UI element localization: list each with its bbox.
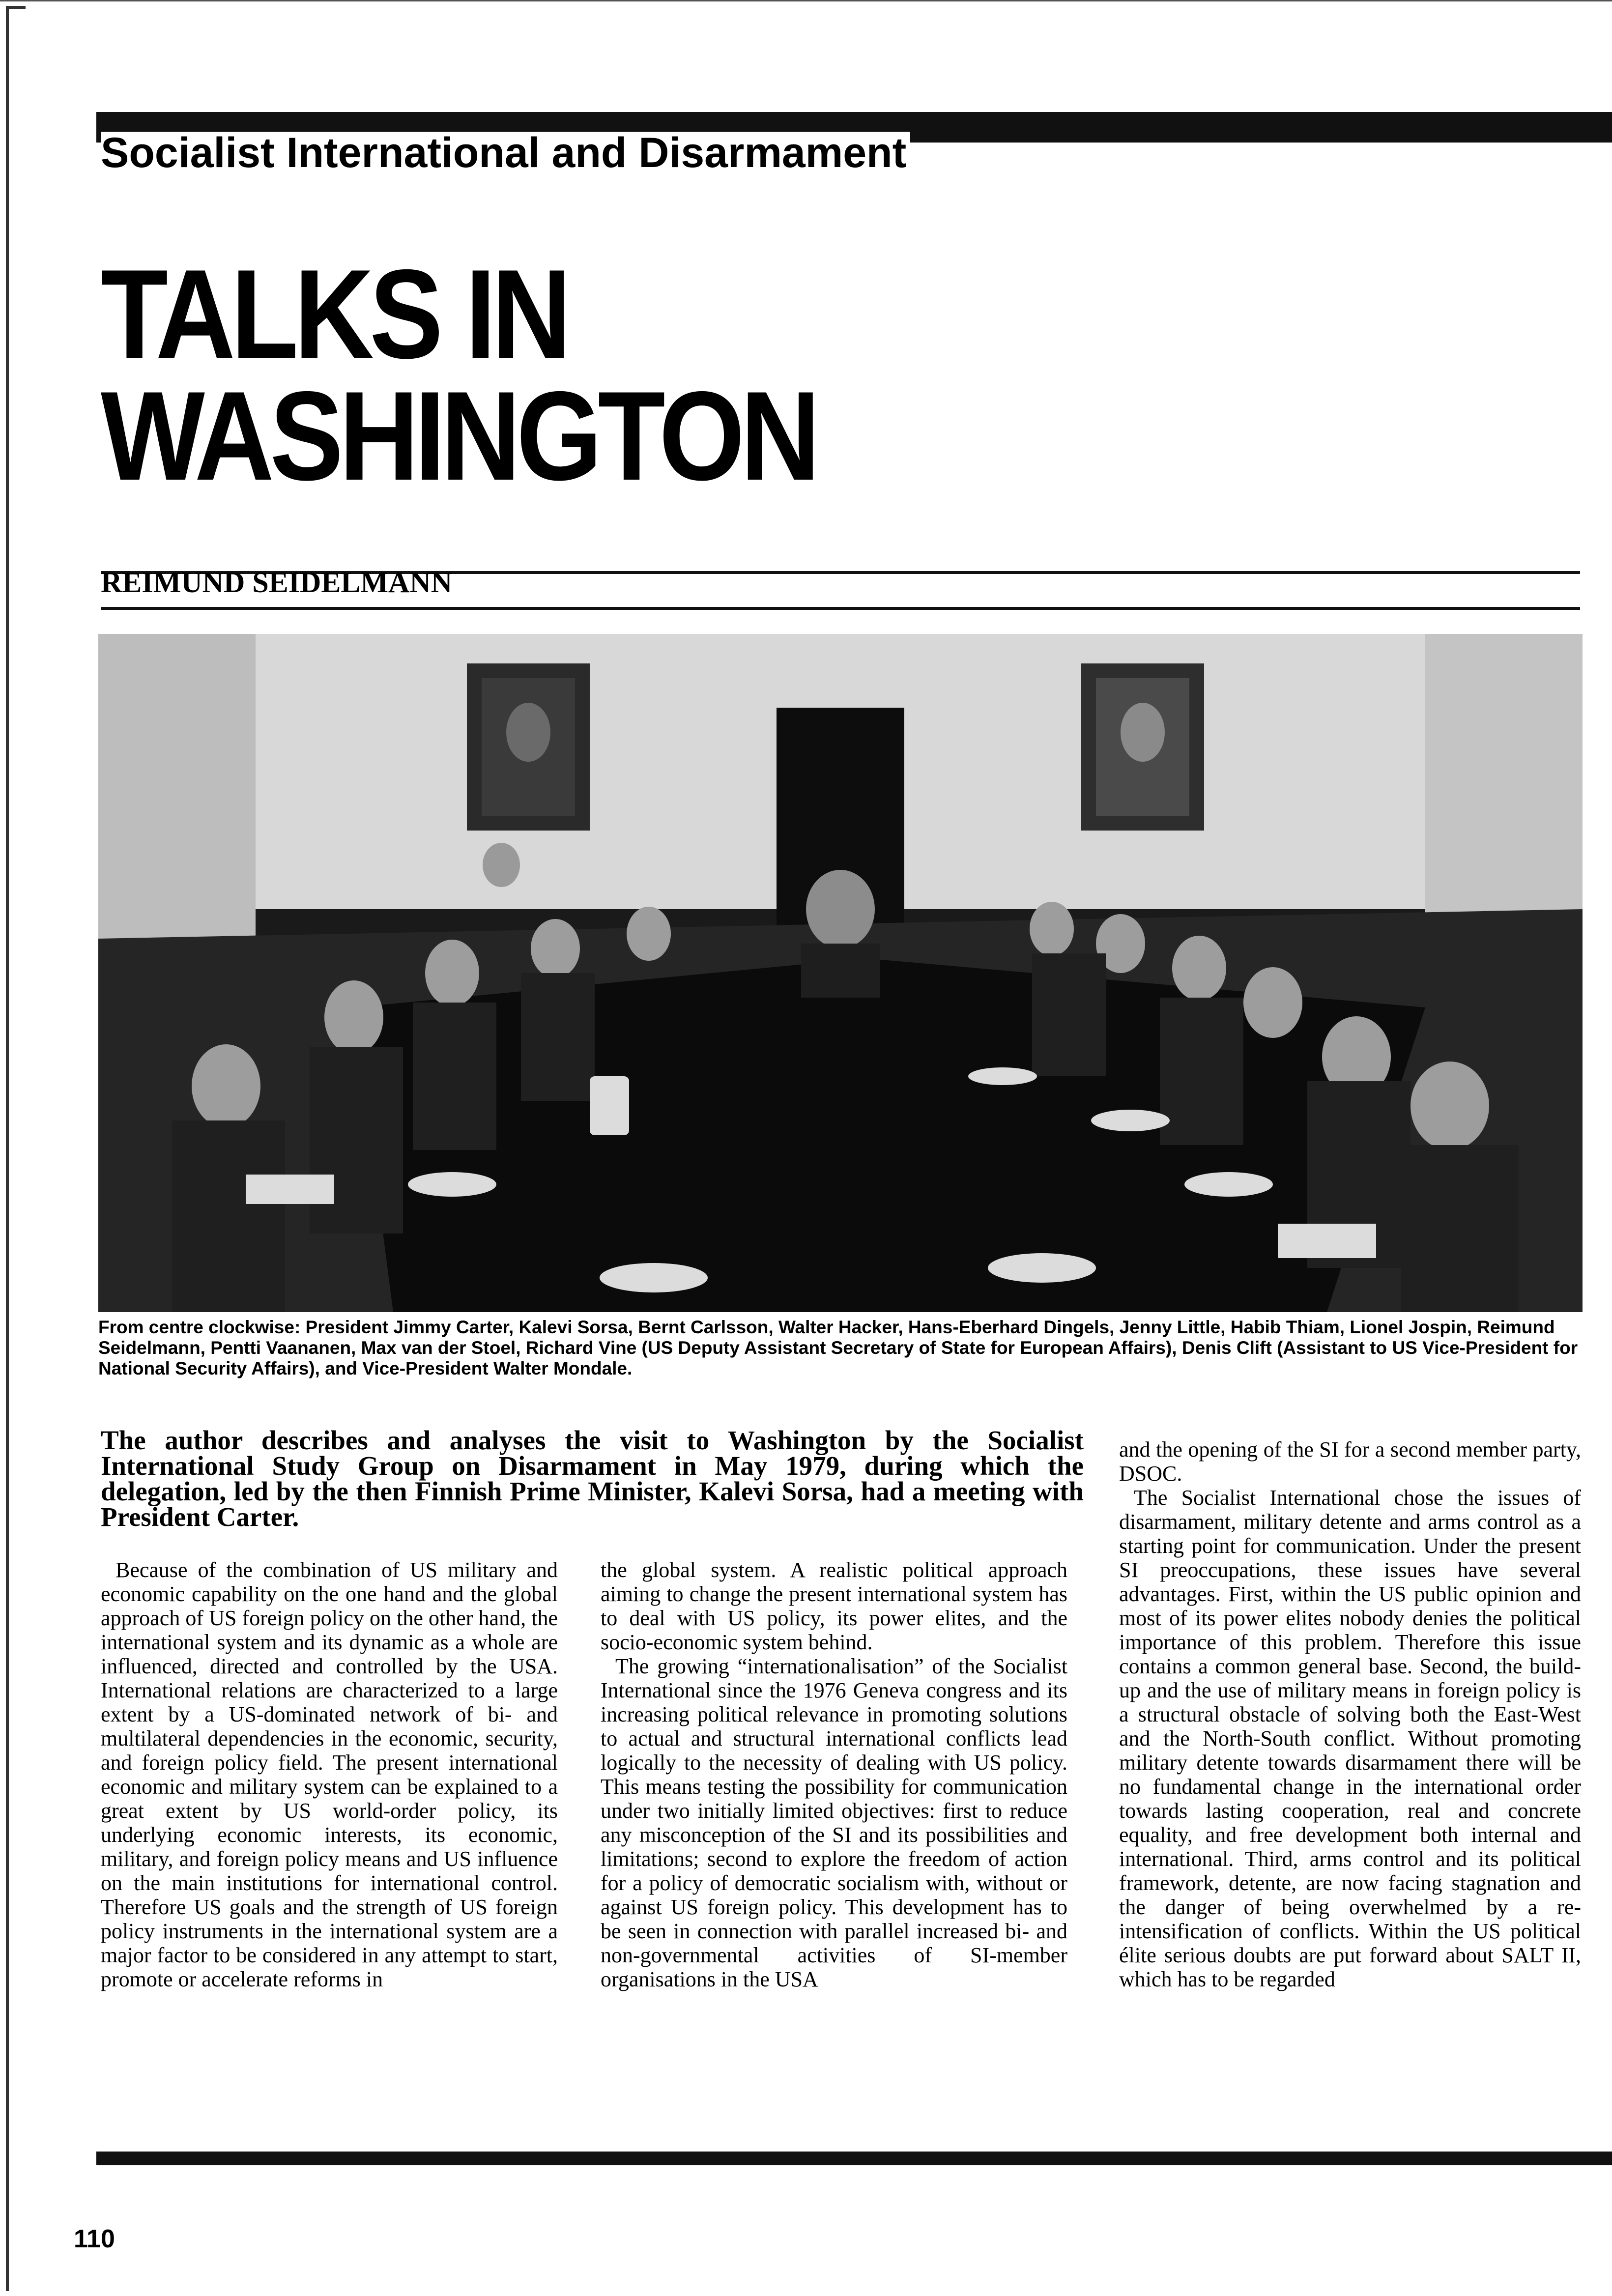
byline-rule-bottom: [101, 607, 1580, 610]
text-column-3: [1119, 1437, 1581, 1991]
photo-caption: From centre clockwise: President Jimmy Carter, Kalevi Sorsa, Bernt Carlsson, Walter Hacker, Hans-Eberhard Dingels, Jenny Little, Habib Thiam, Lionel Jospin, Reimund Seidelmann, Pentti Vaananen, Max van der Stoel, Richard Vine (US Deputy Assistant Secretary of State for European Affairs), Denis Clift (Assistant to US Vice-President for National Security Affairs), and Vice-President Walter Mondale.: [98, 1317, 1578, 1378]
article-headline: [101, 243, 816, 507]
footer-rule: [96, 2152, 1612, 2165]
meeting-photo: [98, 634, 1583, 1312]
crop-mark-vertical: [6, 6, 9, 2291]
section-kicker: Socialist International and Disarmament: [101, 132, 910, 174]
text-column-2: [601, 1558, 1067, 1991]
author-byline: REIMUND SEIDELMANN: [101, 566, 453, 599]
crop-mark-horizontal: [6, 6, 26, 9]
paragraph: The Socialist International chose the issues of disarmament, military detente and arms control as a starting point for communication. Under the present SI preoccupations, these issues have several advantages. First, within the US public opinion and most of its power elites nobody denies the political importance of this problem. Therefore this issue contains a common general base. Second, the build-up and the use of military means in foreign policy is a structural obstacle of solving both the East-West and the North-South conflict. Without promoting military detente towards disarmament there will be no fundamental change in the international order towards lasting cooperation, real and concrete equality, and free development both internal and international. Third, arms control and its political framework, detente, are now facing stagnation and the danger of being overwhelmed by a re-intensification of conflicts. Within the US political élite serious doubts are put forward about SALT II, which has to be regarded: [1119, 1486, 1581, 1991]
headline-line-1: TALKS IN: [101, 243, 567, 385]
meeting-photo-illustration: [98, 634, 1583, 1312]
paragraph: and the opening of the SI for a second member party, DSOC.: [1119, 1437, 1581, 1486]
page-number: 110: [74, 2225, 115, 2253]
paragraph: The growing “internationalisation” of the Socialist International since the 1976 Geneva congress and its increasing political relevance in promoting solutions to actual and structural international conflicts lead logically to the necessity of dealing with US policy. This means testing the possibility for communication under two initially limited objectives: first to reduce any misconception of the SI and its possibilities and limitations; second to explore the freedom of action for a policy of democratic socialism with, without or against US foreign policy. This development has to be seen in connection with parallel increased bi- and non-governmental activities of SI-member organisations in the USA: [601, 1654, 1067, 1991]
text-column-1: [101, 1558, 558, 1991]
page-top-edge: [0, 0, 1612, 1]
paragraph: Because of the combination of US military and economic capability on the one hand and the global approach of US foreign policy on the other hand, the international system and its dynamic as a whole are influenced, directed and controlled by the USA. International relations are characterized to a large extent by a US-dominated network of bi- and multilateral dependencies in the economic, security, and foreign policy field. The present international economic and military system can be explained to a great extent by US world-order policy, its underlying economic interests, its economic, military, and foreign policy means and US influence on the main institutions for international control. Therefore US goals and the strength of US foreign policy instruments in the international system are a major factor to be considered in any attempt to start, promote or accelerate reforms in: [101, 1558, 558, 1991]
headline-line-2: WASHINGTON: [101, 364, 816, 507]
article-lead: The author describes and analyses the visit to Washington by the Socialist International Study Group on Disarmament in May 1979, during which the delegation, led by the then Finnish Prime Minister, Kalevi Sorsa, had a meeting with President Carter.: [101, 1425, 1084, 1532]
paragraph: the global system. A realistic political approach aiming to change the present international system has to deal with US policy, its power elites, and the socio-economic system behind.: [601, 1558, 1067, 1654]
